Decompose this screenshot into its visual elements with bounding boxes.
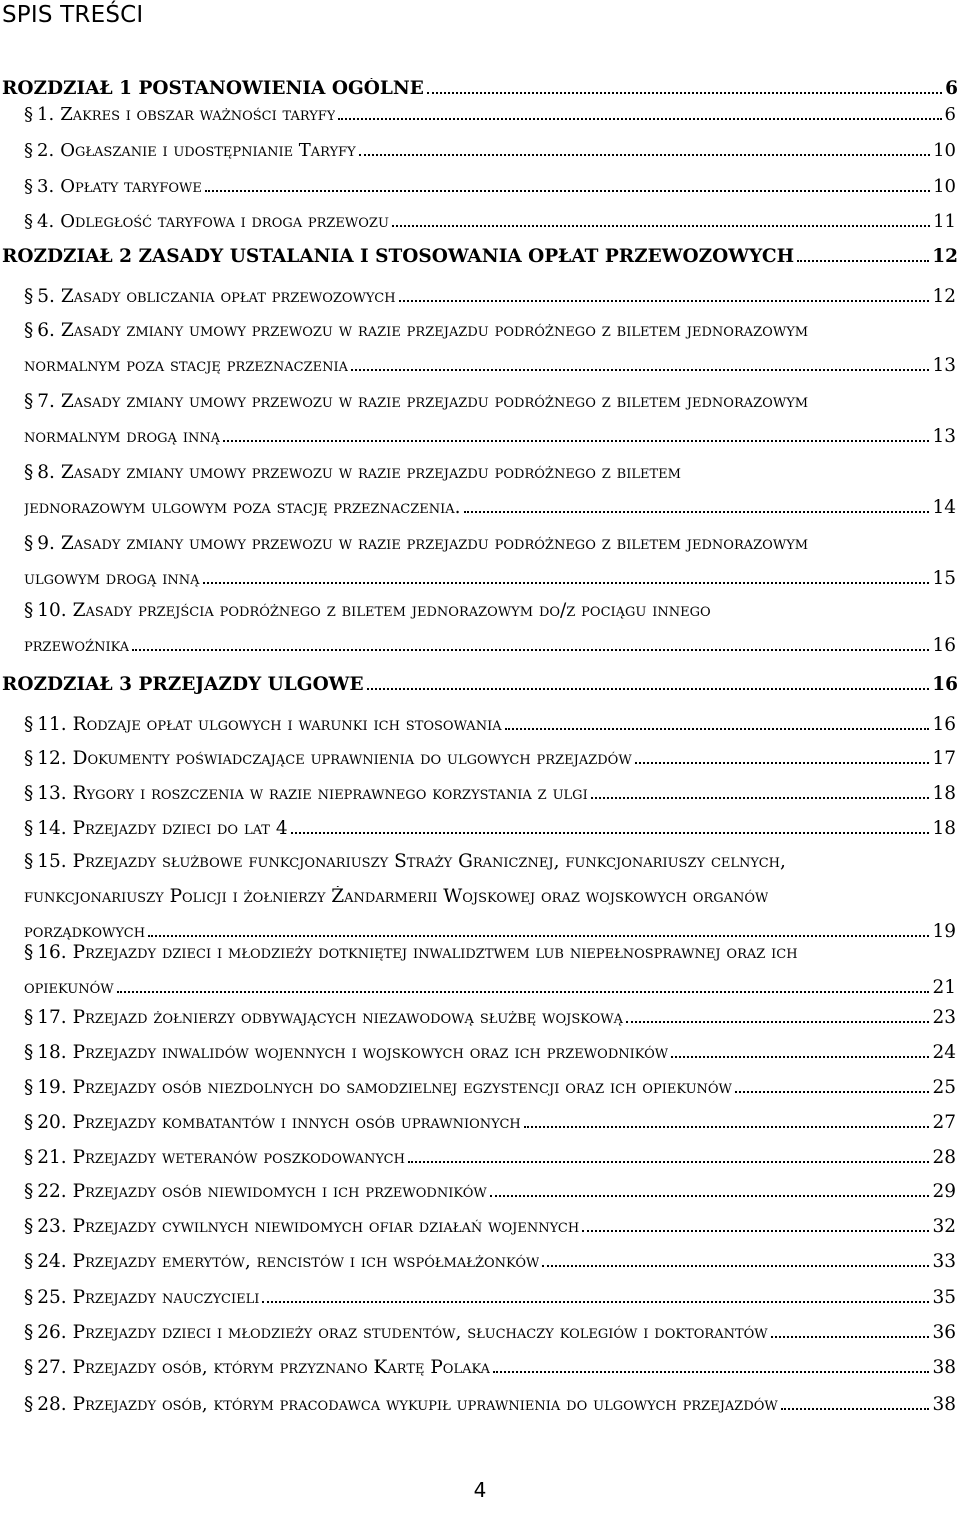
toc-entry-title: Zasady przejścia podróżnego z biletem jednorazowym do/z pociągu innego (72, 600, 711, 621)
toc-leader-dots (771, 1335, 930, 1338)
toc-entry-line (24, 533, 956, 554)
toc-page-number: 33 (932, 1251, 956, 1272)
section-sign-icon: § (24, 1147, 34, 1168)
toc-entry-line (24, 748, 956, 769)
toc-entry-title-cont: jednorazowym ulgowym poza stację przeznaczenia. (24, 497, 461, 518)
toc-entry-title: Przejazdy dzieci i młodzieży dotkniętej inwalidztwem lub niepełnosprawnej oraz ich (72, 942, 798, 963)
toc-entry-line (24, 1322, 956, 1343)
toc-entry-number: 10. (37, 600, 67, 621)
toc-leader-dots (671, 1055, 929, 1058)
toc-leader-dots (524, 1125, 930, 1128)
section-sign-icon: § (24, 942, 34, 963)
toc-page-number: 6 (945, 78, 958, 99)
section-sign-icon: § (24, 176, 33, 197)
toc-entry-line (24, 600, 956, 621)
toc-entry-title: Opłaty taryfowe (60, 176, 202, 197)
toc-entry-title: Przejazdy cywilnych niewidomych ofiar działań wojennych (72, 1216, 580, 1237)
toc-entry-number: 5. (37, 286, 55, 307)
toc-entry-continuation (24, 977, 956, 998)
toc-page-number: 14 (932, 497, 956, 518)
section-sign-icon: § (24, 391, 34, 412)
section-sign-icon: § (24, 104, 33, 125)
section-sign-icon: § (24, 1357, 34, 1378)
toc-leader-dots (427, 91, 942, 94)
toc-leader-dots (117, 990, 930, 993)
toc-leader-dots (464, 510, 930, 513)
toc-entry-title-cont: ulgowym drogą inną (24, 568, 200, 589)
toc-entry-number: 2. (37, 140, 55, 161)
toc-leader-dots (148, 934, 929, 937)
toc-entry-title: ROZDZIAŁ 3 PRZEJAZDY ULGOWE (2, 674, 364, 695)
toc-entry-title: Przejazdy weteranów poszkodowanych (72, 1147, 405, 1168)
toc-page-number: 18 (932, 818, 956, 839)
toc-leader-dots (408, 1160, 929, 1163)
section-sign-icon: § (24, 286, 34, 307)
toc-leader-dots (735, 1090, 930, 1093)
toc-entry-continuation (24, 497, 956, 518)
toc-page-number: 12 (932, 286, 956, 307)
toc-entry-number: 17. (37, 1007, 67, 1028)
toc-entry-title: Przejazdy dzieci i młodzieży oraz studentów, słuchaczy kolegiów i doktorantów (72, 1322, 768, 1343)
page-title: SPIS TREŚCI (2, 2, 144, 28)
toc-entry-title: Zakres i obszar ważności taryfy (60, 104, 336, 125)
toc-entry-title-cont: przewoźnika (24, 635, 130, 656)
toc-entry-title: Przejazdy osób, którym przyznano Kartę Polaka (72, 1357, 491, 1378)
toc-leader-dots (359, 153, 930, 156)
toc-entry-line (24, 1357, 956, 1378)
toc-entry-number: 20. (37, 1112, 67, 1133)
section-sign-icon: § (24, 783, 34, 804)
toc-entry-title: ROZDZIAŁ 1 POSTANOWIENIA OGÓLNE (2, 78, 424, 99)
toc-page-number: 13 (932, 355, 956, 376)
toc-leader-dots (490, 1194, 930, 1197)
toc-entry-line (24, 286, 956, 307)
toc-leader-dots (223, 439, 929, 442)
toc-entry-number: 4. (37, 211, 55, 232)
toc-entry-title: Przejazdy kombatantów i innych osób uprawnionych (72, 1112, 521, 1133)
toc-leader-dots (338, 117, 941, 120)
toc-entry-line (24, 176, 956, 197)
toc-page-number: 38 (932, 1394, 956, 1415)
toc-entry-title: Przejazdy osób niewidomych i ich przewodników (72, 1181, 487, 1202)
section-sign-icon: § (24, 1181, 34, 1202)
toc-page-number: 17 (932, 748, 956, 769)
toc-entry-number: 13. (37, 783, 67, 804)
toc-entry-title: Przejazd żołnierzy odbywających niezawodową służbę wojskową (72, 1007, 624, 1028)
toc-page-number: 11 (933, 211, 956, 232)
toc-entry-continuation (24, 426, 956, 447)
toc-entry-line (24, 942, 956, 963)
toc-leader-dots (626, 1020, 929, 1023)
toc-page-number: 15 (932, 568, 956, 589)
toc-entry-title: Zasady obliczania opłat przewozowych (60, 286, 396, 307)
section-sign-icon: § (24, 1322, 34, 1343)
toc-entry-line (24, 1394, 956, 1415)
toc-page-number: 13 (932, 426, 956, 447)
section-sign-icon: § (24, 1007, 34, 1028)
toc-entry-number: 24. (37, 1251, 67, 1272)
toc-entry-title-cont: normalnym drogą inną (24, 426, 221, 447)
toc-entry-number: 27. (37, 1357, 67, 1378)
section-sign-icon: § (24, 1042, 34, 1063)
toc-leader-dots (132, 648, 929, 651)
toc-entry-line (24, 1077, 956, 1098)
section-sign-icon: § (24, 1112, 34, 1133)
toc-entry-number: 7. (37, 391, 55, 412)
toc-entry-line (24, 1287, 956, 1308)
toc-entry-line (24, 1007, 956, 1028)
toc-entry-number: 14. (37, 818, 67, 839)
toc-page-number: 12 (932, 246, 958, 267)
toc-page-number: 28 (932, 1147, 956, 1168)
toc-entry-line (24, 104, 956, 125)
toc-leader-dots (582, 1229, 929, 1232)
toc-leader-dots (367, 687, 930, 690)
toc-page-number: 32 (932, 1216, 956, 1237)
toc-entry-title: Zasady zmiany umowy przewozu w razie przejazdu podróżnego z biletem jednorazowym (60, 320, 809, 341)
toc-entry-number: 11. (37, 714, 67, 735)
toc-entry-number: 1. (37, 104, 55, 125)
toc-page-number: 36 (932, 1322, 956, 1343)
toc-entry-title-cont: funkcjonariuszy Policji i żołnierzy Żandarmerii Wojskowej oraz wojskowych organów (24, 886, 769, 907)
toc-entry-number: 25. (37, 1287, 67, 1308)
toc-entry-number: 22. (37, 1181, 67, 1202)
toc-leader-dots (392, 224, 930, 227)
toc-entry-title: Zasady zmiany umowy przewozu w razie przejazdu podróżnego z biletem jednorazowym (60, 391, 809, 412)
toc-entry-number: 6. (37, 320, 55, 341)
toc-entry-number: 9. (37, 533, 55, 554)
toc-leader-dots (781, 1407, 930, 1410)
toc-entry-line (24, 1216, 956, 1237)
section-sign-icon: § (24, 714, 34, 735)
toc-page-number: 18 (932, 783, 956, 804)
toc-entry-title: Przejazdy dzieci do lat 4 (72, 818, 288, 839)
toc-entry-number: 8. (37, 462, 55, 483)
toc-entry-number: 18. (37, 1042, 67, 1063)
toc-leader-dots (399, 299, 930, 302)
toc-leader-dots (505, 727, 930, 730)
section-sign-icon: § (24, 818, 34, 839)
toc-entry-line (24, 391, 956, 412)
toc-entry-number: 26. (37, 1322, 67, 1343)
section-sign-icon: § (24, 1394, 34, 1415)
toc-entry-line (2, 674, 958, 695)
toc-page-number: 10 (933, 140, 956, 161)
toc-entry-title: Rygory i roszczenia w razie nieprawnego korzystania z ulgi (72, 783, 588, 804)
toc-page-number: 16 (932, 674, 958, 695)
toc-page-number: 10 (933, 176, 956, 197)
toc-entry-line (24, 211, 956, 232)
toc-entry-title: Zasady zmiany umowy przewozu w razie przejazdu podróżnego z biletem (60, 462, 681, 483)
toc-entry-line (24, 851, 956, 872)
section-sign-icon: § (24, 748, 34, 769)
toc-entry-line (24, 462, 956, 483)
toc-entry-number: 3. (37, 176, 55, 197)
toc-entry-continuation (24, 921, 956, 942)
toc-entry-title: ROZDZIAŁ 2 ZASADY USTALANIA I STOSOWANIA OPŁAT PRZEWOZOWYCH (2, 246, 795, 267)
toc-entry-number: 19. (37, 1077, 67, 1098)
toc-page-number: 19 (932, 921, 956, 942)
toc-page-number: 16 (932, 714, 956, 735)
toc-entry-title: Rodzaje opłat ulgowych i warunki ich stosowania (72, 714, 502, 735)
toc-entry-continuation (24, 568, 956, 589)
toc-entry-title: Przejazdy osób niezdolnych do samodzielnej egzystencji oraz ich opiekunów (72, 1077, 732, 1098)
toc-entry-line (24, 1042, 956, 1063)
toc-entry-number: 15. (37, 851, 67, 872)
toc-entry-line (24, 1112, 956, 1133)
toc-entry-title: Odległość taryfowa i droga przewozu (60, 211, 389, 232)
toc-entry-title: Przejazdy inwalidów wojennych i wojskowych oraz ich przewodników (72, 1042, 669, 1063)
section-sign-icon: § (24, 462, 34, 483)
toc-entry-title-cont: normalnym poza stację przeznaczenia (24, 355, 349, 376)
toc-page-number: 29 (932, 1181, 956, 1202)
toc-entry-line (24, 140, 956, 161)
toc-entry-title: Zasady zmiany umowy przewozu w razie przejazdu podróżnego z biletem jednorazowym (60, 533, 809, 554)
toc-entry-continuation (24, 355, 956, 376)
toc-leader-dots (351, 368, 929, 371)
page-number: 4 (473, 1478, 487, 1502)
toc-entry-line (24, 783, 956, 804)
toc-page-number: 38 (932, 1357, 956, 1378)
toc-page-number: 16 (932, 635, 956, 656)
toc-entry-line (24, 1251, 956, 1272)
toc-entry-title: Przejazdy nauczycieli (72, 1287, 260, 1308)
toc-page-number: 21 (932, 977, 956, 998)
toc-entry-title: Przejazdy osób, którym pracodawca wykupił uprawnienia do ulgowych przejazdów (72, 1394, 778, 1415)
section-sign-icon: § (24, 851, 34, 872)
toc-leader-dots (797, 259, 929, 262)
toc-leader-dots (205, 189, 930, 192)
toc-page-number: 24 (932, 1042, 956, 1063)
section-sign-icon: § (24, 1251, 34, 1272)
toc-leader-dots (591, 796, 930, 799)
toc-leader-dots (493, 1370, 929, 1373)
section-sign-icon: § (24, 320, 34, 341)
toc-page-number: 6 (944, 104, 956, 125)
toc-entry-number: 28. (37, 1394, 67, 1415)
toc-entry-title: Dokumenty poświadczające uprawnienia do ulgowych przejazdów (72, 748, 632, 769)
toc-entry-title-cont: porządkowych (24, 921, 146, 942)
toc-entry-line (24, 818, 956, 839)
section-sign-icon: § (24, 211, 33, 232)
section-sign-icon: § (24, 140, 33, 161)
toc-page-number: 27 (932, 1112, 956, 1133)
section-sign-icon: § (24, 1216, 34, 1237)
toc-leader-dots (203, 581, 930, 584)
toc-entry-number: 12. (37, 748, 67, 769)
toc-leader-dots (542, 1264, 929, 1267)
toc-entry-number: 23. (37, 1216, 67, 1237)
toc-entry-continuation (24, 886, 956, 907)
toc-entry-line (24, 1147, 956, 1168)
toc-entry-line (24, 320, 956, 341)
toc-entry-title: Przejazdy służbowe funkcjonariuszy Straży Granicznej, funkcjonariuszy celnych, (72, 851, 786, 872)
toc-entry-continuation (24, 635, 956, 656)
section-sign-icon: § (24, 600, 34, 621)
toc-entry-line (24, 1181, 956, 1202)
toc-entry-number: 21. (37, 1147, 67, 1168)
toc-entry-title: Ogłaszanie i udostępnianie Taryfy (60, 140, 356, 161)
toc-entry-number: 16. (37, 942, 67, 963)
section-sign-icon: § (24, 1287, 34, 1308)
toc-entry-line (2, 78, 958, 99)
toc-entry-title-cont: opiekunów (24, 977, 114, 998)
toc-entry-line (2, 246, 958, 267)
toc-leader-dots (291, 831, 930, 834)
toc-page-number: 25 (932, 1077, 956, 1098)
toc-page-number: 35 (932, 1287, 956, 1308)
toc-page-number: 23 (932, 1007, 956, 1028)
toc-leader-dots (635, 761, 930, 764)
section-sign-icon: § (24, 1077, 34, 1098)
section-sign-icon: § (24, 533, 34, 554)
toc-entry-line (24, 714, 956, 735)
toc-leader-dots (262, 1300, 929, 1303)
toc-entry-title: Przejazdy emerytów, rencistów i ich współmałżonków (72, 1251, 540, 1272)
